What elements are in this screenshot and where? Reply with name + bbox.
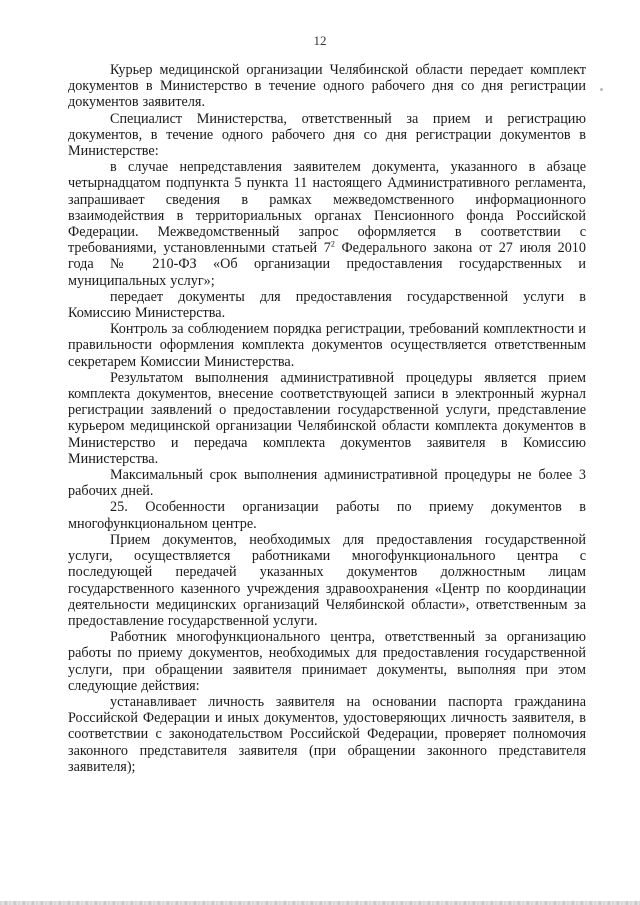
paragraph-interagency-request xyxy=(68,159,586,289)
scan-dot xyxy=(600,88,603,91)
paragraph-mfc-reception: Прием документов, необходимых для предоставления государственной услуги, осуществляется работниками многофункционального центра с последующей передачей указанных документов должностным лицам государственного казенного учреждения здравоохранения «Центр по координации деятельности медицинских организаций Челябинской области», ответственным за предоставление государственной услуги. xyxy=(68,531,586,629)
article-superscript: 2 xyxy=(330,239,335,249)
paragraph-interagency-request-text: в случае непредставления заявителем документа, указанного в абзаце четырнадцатом подпункта 5 пункта 11 настоящего Административного регламента, запрашивает сведения в рамках межведомственного информационного взаимодействия в территориальных органах Пенсионного фонда Российской Федерации. Межведомственный запрос оформляется в соответствии с требованиями, установленными статьей 7 xyxy=(68,159,586,257)
paragraph-interagency-request-tail: Федерального закона от 27 июля 2010 года № 210-ФЗ «Об организации предоставления государственных и муниципальных услуг»; xyxy=(68,240,586,289)
paragraph-max-term: Максимальный срок выполнения административной процедуры не более 3 рабочих дней. xyxy=(68,467,586,500)
paragraph-courier: Курьер медицинской организации Челябинской области передает комплект документов в Министерство в течение одного рабочего дня со дня регистрации документов заявителя. xyxy=(68,62,586,111)
paragraph-control: Контроль за соблюдением порядка регистрации, требований комплектности и правильности оформления комплекта документов осуществляется ответственным секретарем Комиссии Министерства. xyxy=(68,321,586,370)
document-body xyxy=(68,62,586,775)
paragraph-specialist: Специалист Министерства, ответственный за прием и регистрацию документов, в течение одного рабочего дня со дня регистрации документов в Министерстве: xyxy=(68,110,586,160)
paragraph-result: Результатом выполнения административной процедуры является прием комплекта документов, внесение соответствующей записи в электронный журнал регистрации заявлений о предоставлении государственной услуги, представление курьером медицинской организации Челябинской области комплекта документов в Министерство и передача комплекта документов заявителя в Комиссию Министерства. xyxy=(68,369,586,467)
paragraph-mfc-worker: Работник многофункционального центра, ответственный за организацию работы по приему документов, необходимых для предоставления государственной услуги, при обращении заявителя принимает документы, выполняя при этом следующие действия: xyxy=(68,629,586,694)
paragraph-transfer: передает документы для предоставления государственной услуги в Комиссию Министерства. xyxy=(68,288,586,322)
paragraph-identity: устанавливает личность заявителя на основании паспорта гражданина Российской Федерации и иных документов, удостоверяющих личность заявителя, в соответствии с законодательством Российской Федерации, проверяет полномочия законного представителя заявителя (при обращении законного представителя заявителя); xyxy=(68,693,586,775)
scan-bottom-edge xyxy=(0,901,640,905)
paragraph-section-25: 25. Особенности организации работы по приему документов в многофункциональном центре. xyxy=(68,499,586,532)
page-number: 12 xyxy=(313,33,327,48)
